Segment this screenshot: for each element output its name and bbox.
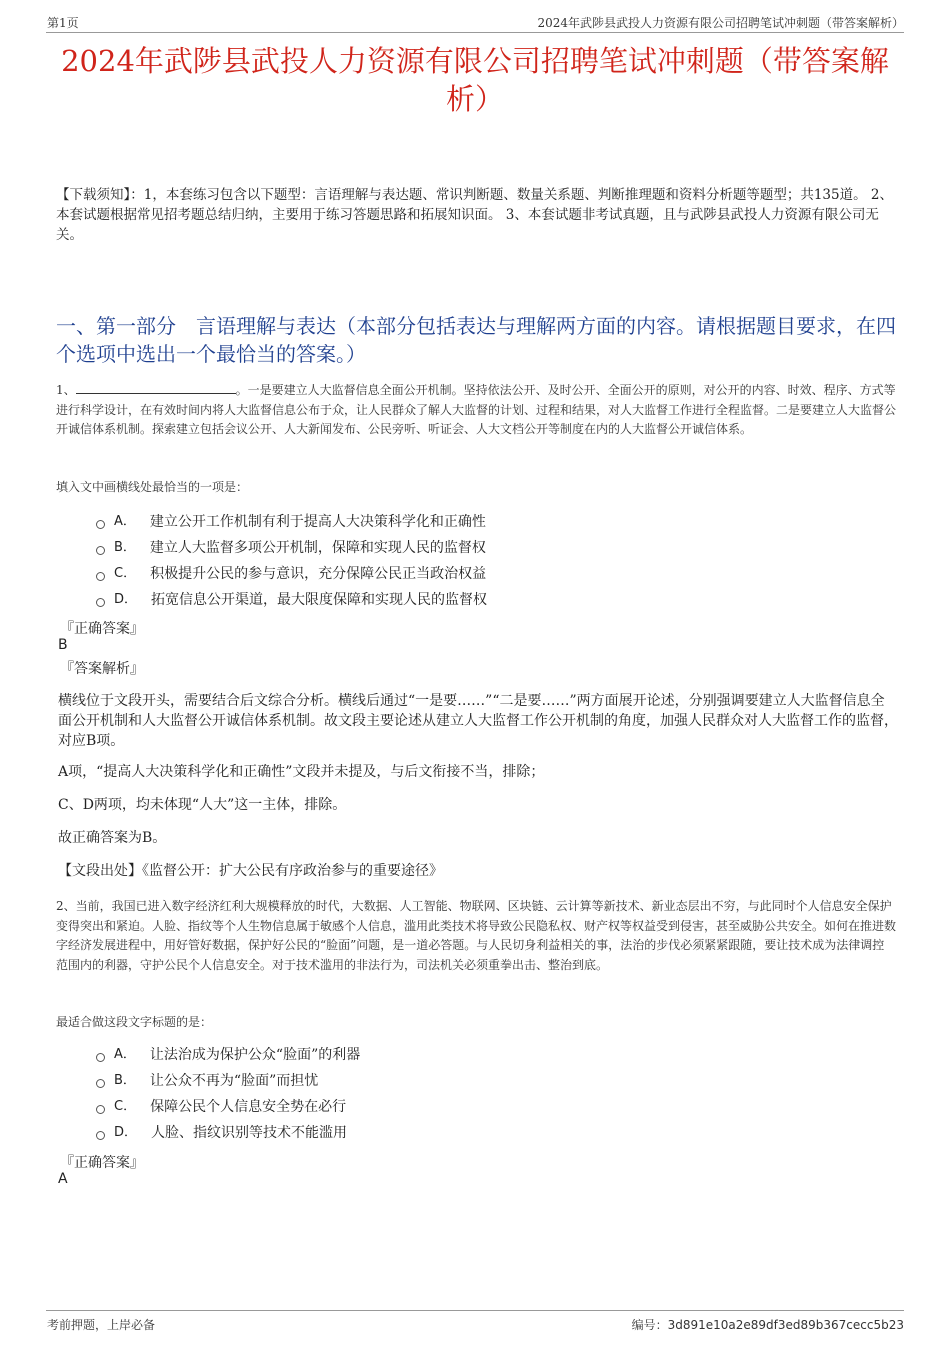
radio-icon[interactable] <box>96 1131 105 1140</box>
radio-icon[interactable] <box>96 520 105 529</box>
question-1-analysis-1: 横线位于文段开头，需要结合后文综合分析。横线后通过“一是要……”“二是要……”两方面展开论述，分别强调要建立人大监督信息全面公开机制和人大监督公开诚信体系机制。故文段主要论述从建立人大监督工作公开机制的角度，加强人民群众对人大监督工作的监督，对应B项。 <box>58 693 898 749</box>
question-2-option-b[interactable] <box>96 1071 318 1091</box>
question-2-answer-label: 『正确答案』 <box>60 1155 144 1171</box>
option-text: 让公众不再为“脸面”而担忧 <box>149 1073 319 1089</box>
question-2-answer: A <box>58 1171 68 1187</box>
option-letter: D． <box>114 592 138 607</box>
radio-icon[interactable] <box>96 598 105 607</box>
footer-id-label: 编号： <box>631 1318 668 1332</box>
question-1-number: 1、 <box>56 383 76 397</box>
radio-icon[interactable] <box>96 546 105 555</box>
header-divider <box>46 32 904 33</box>
question-1-analysis-2: A项，“提高人大决策科学化和正确性”文段并未提及，与后文衔接不当，排除； <box>58 764 545 780</box>
radio-icon[interactable] <box>96 572 105 581</box>
radio-icon[interactable] <box>96 1053 105 1062</box>
question-1-answer: B <box>58 637 68 653</box>
footer-divider <box>46 1310 904 1311</box>
option-letter: B． <box>114 540 136 555</box>
question-1-option-c[interactable] <box>96 564 486 584</box>
document-title: 2024年武陟县武投人力资源有限公司招聘笔试冲刺题（带答案解析） <box>61 44 889 116</box>
option-letter: A． <box>114 1047 136 1062</box>
question-2-option-a[interactable] <box>96 1045 360 1065</box>
question-1-answer-label: 『正确答案』 <box>60 621 144 637</box>
footer-slogan: 考前押题，上岸必备 <box>47 1318 156 1332</box>
option-letter: C． <box>114 1099 137 1114</box>
question-1-blank <box>76 381 236 394</box>
question-2-option-c[interactable] <box>96 1097 346 1117</box>
question-1-analysis-label: 『答案解析』 <box>60 661 144 677</box>
option-text: 保障公民个人信息安全势在必行 <box>150 1099 347 1115</box>
radio-icon[interactable] <box>96 1079 105 1088</box>
question-1-stem <box>56 381 896 440</box>
option-text: 拓宽信息公开渠道，最大限度保障和实现人民的监督权 <box>151 592 488 608</box>
option-letter: B． <box>114 1073 136 1088</box>
option-letter: D． <box>114 1125 138 1140</box>
question-1-analysis-4: 故正确答案为B。 <box>58 830 167 846</box>
option-text: 建立人大监督多项公开机制，保障和实现人民的监督权 <box>149 540 486 556</box>
question-2-option-d[interactable] <box>96 1123 347 1143</box>
question-1-option-a[interactable] <box>96 512 486 532</box>
option-letter: C． <box>114 566 137 581</box>
option-text: 人脸、指纹识别等技术不能滥用 <box>151 1125 348 1141</box>
question-2-stem: 2、当前，我国已进入数字经济红利大规模释放的时代，大数据、人工智能、物联网、区块链、云计算等新技术、新业态层出不穷，与此同时个人信息安全保护变得突出和紧迫。人脸、指纹等个人生物信息属于敏感个人信息，滥用此类技术将导致公民隐私权、财产权等权益受到侵害，甚至威胁公共安全。如何在推进数字经济发展进程中，用好管好数据，保护好公民的“脸面”问题，是一道必答题。与人民切身利益相关的事，法治的步伐必须紧紧跟随，要让技术成为法律调控范围内的利器，守护公民个人信息安全。对于技术滥用的非法行为，司法机关必须重拳出击、整治到底。 <box>56 899 897 972</box>
header-doc-title: 2024年武陟县武投人力资源有限公司招聘笔试冲刺题（带答案解析） <box>537 16 904 30</box>
footer-id <box>632 1316 904 1333</box>
question-2-lead: 最适合做这段文字标题的是： <box>56 1015 213 1029</box>
section-heading: 一、第一部分 言语理解与表达（本部分包括表达与理解两方面的内容。请根据题目要求，在四个选项中选出一个最恰当的答案。） <box>56 314 896 366</box>
footer-id-value: 3d891e10a2e89df3ed89b367cecc5b23 <box>667 1318 904 1332</box>
question-1-analysis-3: C、D两项，均未体现“人大”这一主体，排除。 <box>58 797 347 813</box>
question-1-option-b[interactable] <box>96 538 486 558</box>
question-1-lead: 填入文中画横线处最恰当的一项是： <box>56 480 249 494</box>
option-text: 建立公开工作机制有利于提高人大决策科学化和正确性 <box>149 514 486 530</box>
question-1-text: 。一是要建立人大监督信息全面公开机制。坚持依法公开、及时公开、全面公开的原则，对公开的内容、时效、程序、方式等进行科学设计，在有效时间内将人大监督信息公布于众，让人民群众了解人大监督的计划、过程和结果，对人大监督工作进行全程监督。二是要建立人大监督公开诚信体系机制。探索建立包括会议公开、人大新闻发布、公民旁听、听证会、人大文档公开等制度在内的人大监督公开诚信体系。 <box>56 383 897 436</box>
option-text: 让法治成为保护公众“脸面”的利器 <box>149 1047 361 1063</box>
download-notice: 【下载须知】：1，本套练习包含以下题型：言语理解与表达题、常识判断题、数量关系题、判断推理题和资料分析题等题型；共135道。 2、本套试题根据常见招考题总结归纳，主要用于练习答题思路和拓展知识面。 3、本套试题非考试真题，且与武陟县武投人力资源有限公司无关。 <box>56 187 893 243</box>
option-text: 积极提升公民的参与意识，充分保障公民正当政治权益 <box>150 566 487 582</box>
page-number: 第1页 <box>47 16 79 30</box>
option-letter: A． <box>114 514 136 529</box>
question-1-source: 【文段出处】《监督公开：扩大公民有序政治参与的重要途径》 <box>58 863 443 879</box>
radio-icon[interactable] <box>96 1105 105 1114</box>
question-1-option-d[interactable] <box>96 590 487 610</box>
